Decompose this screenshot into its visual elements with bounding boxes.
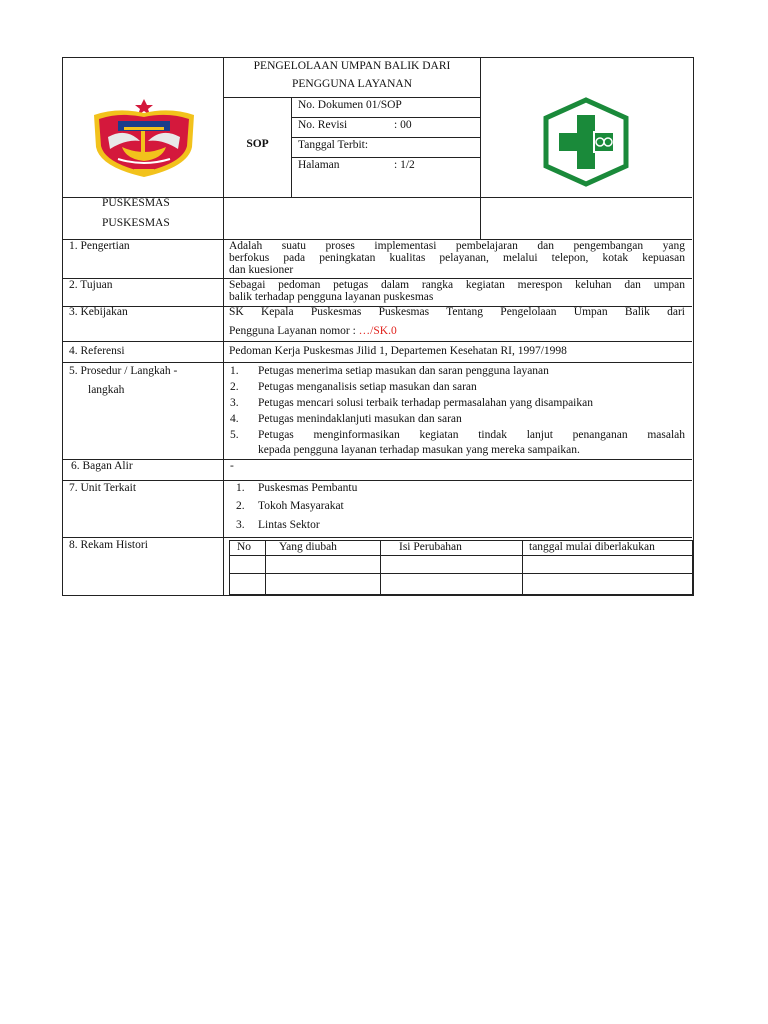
procedure-step: Petugas menganalisis setiap masukan dan saran	[258, 381, 477, 393]
pengertian-text-line1: Adalah suatu proses implementasi pembelajaran dan pengembangan yang	[229, 240, 685, 252]
history-table-divider	[265, 540, 266, 595]
history-table-divider	[522, 540, 523, 595]
row-label-unit-terkait: 7. Unit Terkait	[69, 482, 137, 494]
sop-label: SOP	[246, 138, 269, 150]
row-label-bagan-alir: 6. Bagan Alir	[71, 460, 133, 472]
pengertian-text-line3: dan kuesioner	[229, 264, 294, 276]
procedure-step: Petugas menerima setiap masukan dan saran pengguna layanan	[258, 365, 549, 377]
unit-item-number: 3.	[236, 519, 245, 531]
header-divider	[223, 97, 480, 98]
row-label-referensi: 4. Referensi	[69, 345, 125, 357]
procedure-step: Petugas menginformasikan kegiatan tindak lanjut penanganan masalah	[258, 429, 685, 441]
row-label-tujuan: 2. Tujuan	[69, 279, 113, 291]
organization-name-line2: PUSKESMAS	[102, 217, 170, 229]
document-title-line1: PENGELOLAAN UMPAN BALIK DARI	[253, 60, 451, 72]
procedure-step-number: 4.	[230, 413, 239, 425]
referensi-text: Pedoman Kerja Puskesmas Jilid 1, Departemen Kesehatan RI, 1997/1998	[229, 345, 567, 357]
history-table-divider	[229, 555, 693, 556]
row-label-rekam-histori: 8. Rekam Histori	[69, 539, 148, 551]
organization-name-line1: PUSKESMAS	[102, 197, 170, 209]
meta-page-label: Halaman	[298, 159, 340, 171]
procedure-step: Petugas mencari solusi terbaik terhadap permasalahan yang disampaikan	[258, 397, 593, 409]
header-divider	[291, 97, 292, 197]
kebijakan-sk-number: …/SK.0	[358, 325, 397, 337]
header-divider	[291, 137, 480, 138]
meta-document-number: No. Dokumen 01/SOP	[298, 99, 402, 111]
history-table-divider	[380, 540, 381, 595]
regional-emblem-icon	[88, 97, 200, 179]
document-title-line2: PENGGUNA LAYANAN	[291, 78, 412, 90]
procedure-step-number: 3.	[230, 397, 239, 409]
meta-revision-label: No. Revisi	[298, 119, 348, 131]
unit-item: Tokoh Masyarakat	[258, 500, 344, 512]
history-table-divider	[229, 573, 693, 574]
history-col-no: No	[237, 541, 252, 553]
tujuan-text-line2: balik terhadap pengguna layanan puskesmas	[229, 291, 434, 303]
procedure-step-number: 5.	[230, 429, 239, 441]
kebijakan-text-prefix: Pengguna Layanan nomor :	[229, 325, 359, 337]
header-divider	[291, 157, 480, 158]
kebijakan-text-line1: SK Kepala Puskesmas Puskesmas Tentang Pengelolaan Umpan Balik dari	[229, 306, 685, 318]
row-label-prosedur-line2: langkah	[88, 384, 125, 396]
row-label-kebijakan: 3. Kebijakan	[69, 306, 128, 318]
history-col-yang-diubah: Yang diubah	[279, 541, 337, 553]
meta-revision-value: : 00	[394, 119, 412, 131]
procedure-step-number: 2.	[230, 381, 239, 393]
meta-page-value: : 1/2	[394, 159, 415, 171]
tujuan-text-line1: Sebagai pedoman petugas dalam rangka kegiatan merespon keluhan dan umpan	[229, 279, 685, 291]
row-label-prosedur: 5. Prosedur / Langkah -	[69, 365, 178, 377]
kebijakan-text-line2	[229, 325, 397, 338]
header-divider	[480, 57, 481, 239]
unit-item-number: 2.	[236, 500, 245, 512]
procedure-step-continuation: kepada pengguna layanan terhadap masukan yang mereka sampaikan.	[258, 444, 580, 456]
unit-item-number: 1.	[236, 482, 245, 494]
procedure-step-number: 1.	[230, 365, 239, 377]
unit-item: Lintas Sektor	[258, 519, 320, 531]
sop-document	[62, 57, 694, 596]
row-label-pengertian: 1. Pengertian	[69, 240, 130, 252]
row-divider	[62, 480, 692, 481]
row-divider	[62, 459, 692, 460]
unit-item: Puskesmas Pembantu	[258, 482, 358, 494]
row-divider	[62, 341, 692, 342]
bagan-alir-text: -	[230, 460, 234, 472]
pengertian-text-line2: berfokus pada peningkatan kualitas pelayanan, melalui telepon, kotak kepuasan	[229, 252, 685, 264]
history-col-isi-perubahan: Isi Perubahan	[399, 541, 462, 553]
row-divider	[62, 537, 692, 538]
row-divider	[62, 362, 692, 363]
procedure-step: Petugas menindaklanjuti masukan dan saran	[258, 413, 462, 425]
history-col-tanggal: tanggal mulai diberlakukan	[529, 541, 655, 553]
meta-issue-date: Tanggal Terbit:	[298, 139, 369, 151]
puskesmas-cross-logo-icon	[541, 97, 632, 187]
header-divider	[291, 117, 480, 118]
body-divider	[223, 239, 224, 595]
